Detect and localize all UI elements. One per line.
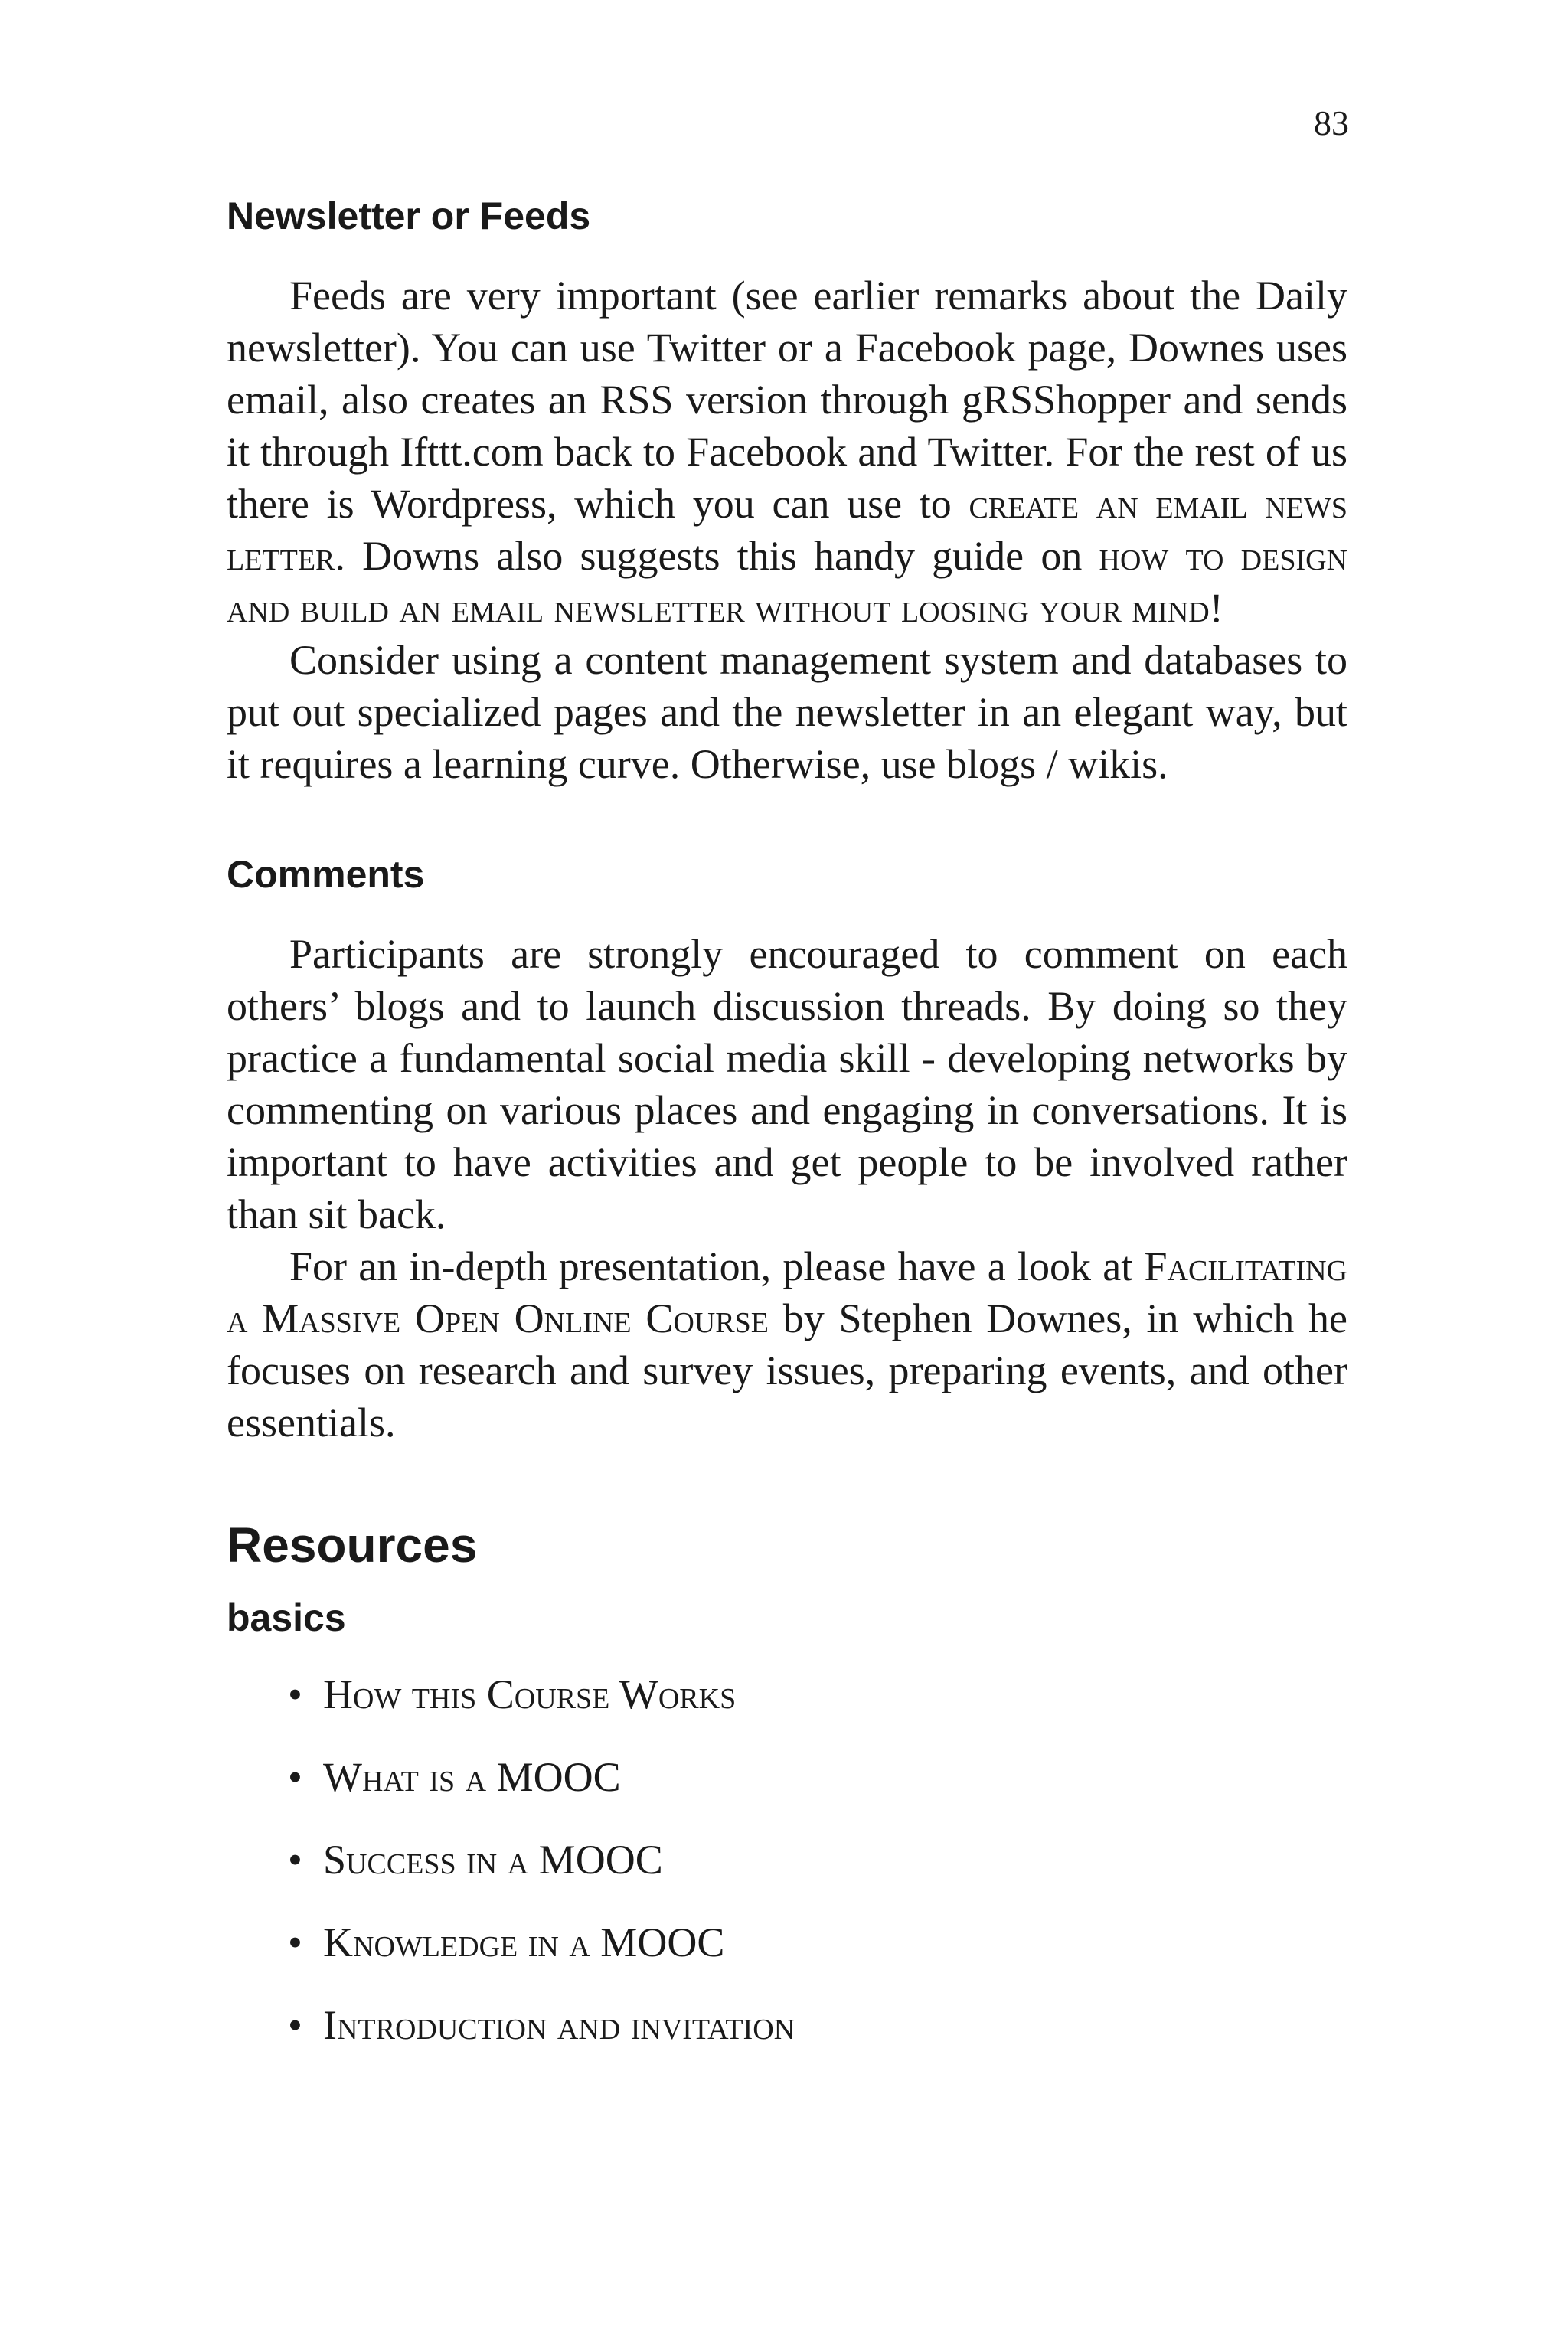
link-create-email-newsletter[interactable]: create an email news letter	[227, 481, 1348, 579]
newsletter-p1-text-a: Feeds are very important (see earlier remarks about the Daily newsletter). You can use Twitter or a Facebook page, Downes uses email, also creates an RSS version through gRSShopper and sends it through Ifttt.com back to Facebook and Twitter. For the rest of us there is Wordpress, which you can use to	[227, 273, 1348, 527]
section-heading-resources: Resources	[227, 1517, 478, 1573]
newsletter-paragraph-2: Consider using a content management system and databases to put out specialized pages and the newsletter in an elegant way, but it requires a learning curve. Otherwise, use blogs / wikis.	[227, 637, 1348, 787]
subsection-heading-basics: basics	[227, 1596, 346, 1639]
comments-p2-text-a: For an in-depth presentation, please have a look at	[289, 1243, 1145, 1289]
list-item	[288, 1668, 1348, 1720]
newsletter-paragraph-1	[227, 270, 1348, 634]
list-item	[288, 1916, 1348, 1968]
comments-paragraph-2	[227, 1240, 1348, 1449]
link-facilitating-mooc[interactable]: Facilitating a Massive Open Online Course	[227, 1243, 1348, 1341]
page-content	[227, 193, 1348, 2082]
section-heading-comments: Comments	[227, 853, 425, 896]
newsletter-p1-text-b: . Downs also suggests this handy guide on	[335, 533, 1099, 579]
list-item	[288, 1999, 1348, 2051]
link-what-is-a-mooc[interactable]: What is a MOOC	[323, 1753, 621, 1800]
list-item	[288, 1751, 1348, 1803]
bullet-icon: •	[288, 1753, 302, 1800]
link-success-in-a-mooc[interactable]: Success in a MOOC	[323, 1836, 663, 1883]
link-knowledge-in-a-mooc[interactable]: Knowledge in a MOOC	[323, 1919, 725, 1965]
resource-list	[227, 1668, 1348, 2051]
bullet-icon: •	[288, 1919, 302, 1965]
list-item	[288, 1834, 1348, 1886]
bullet-icon: •	[288, 2001, 302, 2048]
link-how-this-course-works[interactable]: How this Course Works	[323, 1671, 737, 1717]
bullet-icon: •	[288, 1836, 302, 1883]
comments-paragraph-1: Participants are strongly encouraged to comment on each others’ blogs and to launch discussion threads. By doing so they practice a fundamental social media skill - developing networks by commenting on various places and engaging in conversations. It is important to have activities and get people to be involved rather than sit back.	[227, 931, 1348, 1237]
link-newsletter-design-guide[interactable]: how to design and build an email newsletter without loosing your mind	[227, 533, 1348, 631]
newsletter-p1-text-c: !	[1209, 585, 1223, 631]
bullet-icon: •	[288, 1671, 302, 1717]
comments-p2-text-b: by Stephen Downes, in which he focuses on research and survey issues, preparing events, and other essentials.	[227, 1295, 1348, 1446]
link-introduction-and-invitation[interactable]: Introduction and invitation	[323, 2001, 795, 2048]
page-number: 83	[1314, 103, 1349, 142]
section-heading-newsletter: Newsletter or Feeds	[227, 194, 591, 237]
